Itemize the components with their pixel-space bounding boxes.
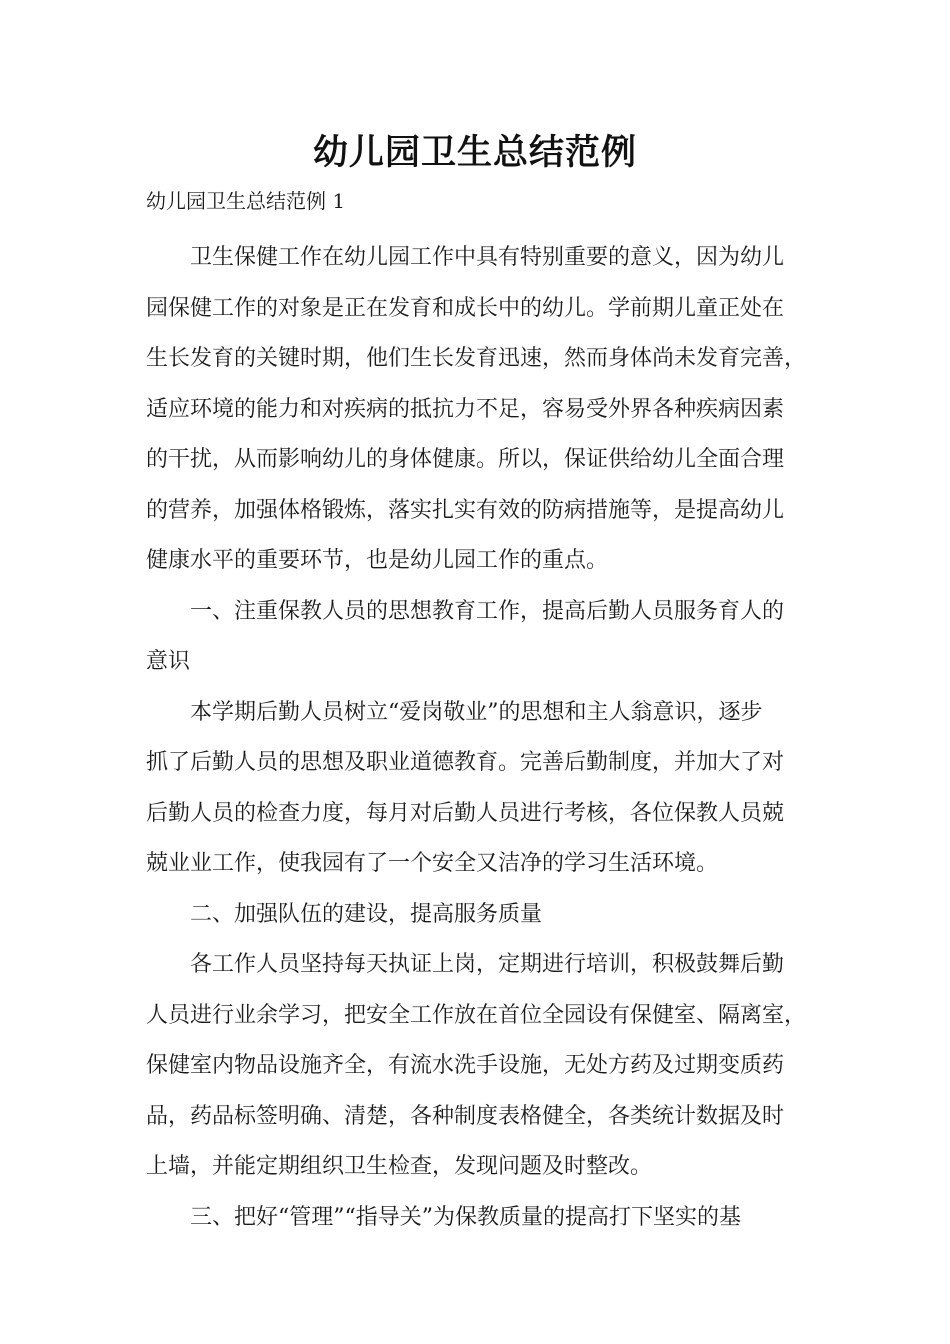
paragraph-line: 健康水平的重要环节，也是幼儿园工作的重点。 <box>146 548 609 573</box>
paragraph-section-1 <box>146 688 814 890</box>
paragraph-line: 意识 <box>146 649 191 674</box>
paragraph-intro <box>146 233 814 587</box>
paragraph-section-2 <box>146 940 814 1193</box>
section-heading-1 <box>146 587 814 688</box>
paragraph-line: 抓了后勤人员的思想及职业道德教育。完善后勤制度，并加大了对 <box>146 750 785 775</box>
paragraph-line: 二、加强队伍的建设，提高服务质量 <box>190 901 543 927</box>
document-title: 幼儿园卫生总结范例 <box>312 132 637 173</box>
paragraph-line: 生长发育的关键时期，他们生长发育迅速，然而身体尚未发育完善， <box>146 346 807 371</box>
paragraph-line: 品，药品标签明确、清楚，各种制度表格健全，各类统计数据及时 <box>146 1103 785 1129</box>
paragraph-line: 三、把好“管理”“指导关”为保教质量的提高打下坚实的基 <box>190 1204 741 1230</box>
section-heading-2 <box>146 890 814 941</box>
paragraph-line: 兢业业工作，使我园有了一个安全又洁净的学习生活环境。 <box>146 851 719 876</box>
paragraph-line: 人员进行业余学习，把安全工作放在首位全园设有保健室、隔离室， <box>146 1002 807 1028</box>
paragraph-line: 的营养，加强体格锻炼，落实扎实有效的防病措施等，是提高幼儿 <box>146 497 785 523</box>
paragraph-line: 上墙，并能定期组织卫生检查，发现问题及时整改。 <box>146 1154 653 1179</box>
paragraph-line: 园保健工作的对象是正在发育和成长中的幼儿。学前期儿童正处在 <box>146 295 785 321</box>
paragraph-line: 后勤人员的检查力度，每月对后勤人员进行考核，各位保教人员兢 <box>146 800 785 826</box>
paragraph-line: 适应环境的能力和对疾病的抵抗力不足，容易受外界各种疾病因素 <box>146 396 785 422</box>
paragraph-line: 的干扰，从而影响幼儿的身体健康。所以，保证供给幼儿全面合理 <box>146 447 785 472</box>
paragraph-line: 一、注重保教人员的思想教育工作，提高后勤人员服务育人的 <box>190 598 785 624</box>
document-subtitle: 幼儿园卫生总结范例 1 <box>146 189 346 213</box>
paragraph-line: 各工作人员坚持每天执证上岗，定期进行培训，积极鼓舞后勤 <box>190 952 785 977</box>
paragraph-line: 本学期后勤人员树立“爱岗敬业”的思想和主人翁意识，逐步 <box>190 699 763 725</box>
paragraph-line: 保健室内物品设施齐全，有流水洗手设施，无处方药及过期变质药 <box>146 1053 785 1078</box>
paragraph-line: 卫生保健工作在幼儿园工作中具有特别重要的意义，因为幼儿 <box>190 245 785 270</box>
section-heading-3 <box>146 1193 814 1244</box>
document-body <box>146 233 814 1243</box>
